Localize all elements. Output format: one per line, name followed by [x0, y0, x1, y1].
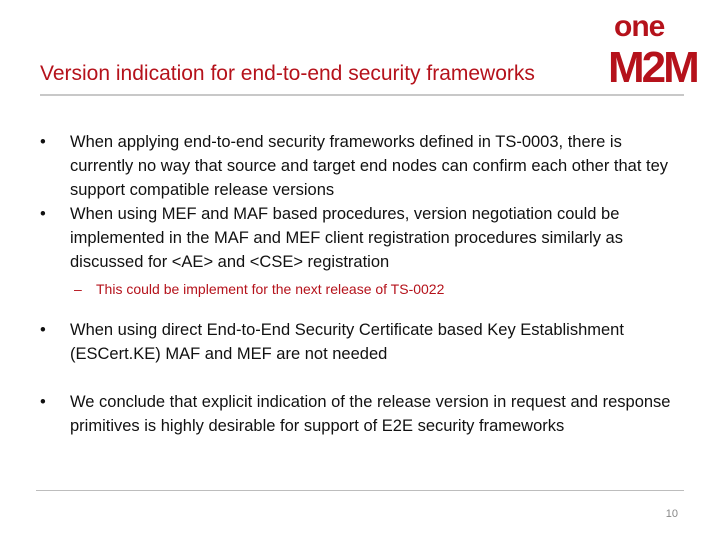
- bullet-dot: •: [40, 133, 46, 151]
- bullet-2: [40, 202, 682, 274]
- logo-bottom-text: M2M: [608, 43, 697, 92]
- logo-top-text: one: [614, 10, 665, 43]
- bullet-1: [40, 130, 682, 202]
- bullet-dot: •: [40, 393, 46, 411]
- sub-bullet-text: This could be implement for the next release of TS-0022: [96, 281, 445, 297]
- bullet-dot: •: [40, 205, 46, 223]
- onem2m-logo: [608, 6, 712, 94]
- title-divider: [40, 94, 684, 96]
- page-number: 10: [665, 508, 678, 520]
- footer-divider: [36, 490, 684, 491]
- bullet-3: [40, 318, 682, 366]
- bullet-2-text: When using MEF and MAF based procedures, version negotiation could be implemented in the MAF and MEF client registration procedures similarly as discussed for <AE> and <CSE> registration: [70, 205, 623, 271]
- page-title: Version indication for end-to-end security frameworks: [40, 62, 535, 85]
- bullet-4: [40, 390, 682, 438]
- slide-body: [40, 130, 682, 438]
- bullet-4-text: We conclude that explicit indication of the release version in request and response primitives is highly desirable for support of E2E security frameworks: [70, 393, 671, 435]
- bullet-3-text: When using direct End-to-End Security Certificate based Key Establishment (ESCert.KE) MAF and MEF are not needed: [70, 321, 624, 363]
- sub-bullet: [40, 278, 682, 300]
- sub-bullet-dash: –: [74, 281, 82, 297]
- bullet-1-text: When applying end-to-end security frameworks defined in TS-0003, there is currently no way that source and target end nodes can confirm each other that tey support compatible release versions: [70, 133, 669, 199]
- bullet-dot: •: [40, 321, 46, 339]
